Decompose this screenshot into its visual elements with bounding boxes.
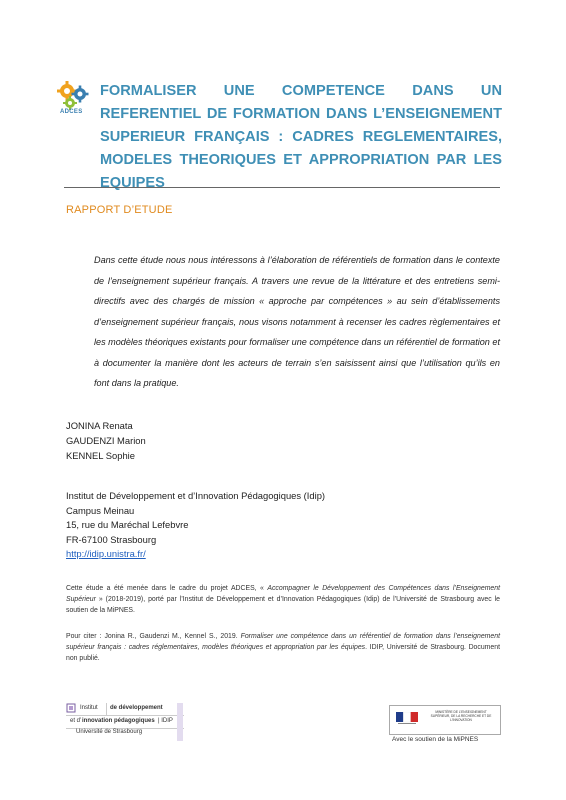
idip-logo [66,703,184,741]
citation-note [66,632,500,664]
author-name: JONINA Renata [66,420,133,431]
note-text: Cette étude a été menée dans le cadre du projet ADCES, « [66,585,268,592]
idip-logo-text: et d’ [70,718,82,724]
support-text: Avec le soutien de la MiPNES [392,736,479,743]
institute-city: FR-67100 Strasbourg [66,533,157,545]
abstract: Dans cette étude nous nous intéressons à l’élaboration de référentiels de formation dans le contexte de l’enseignement supérieur français. A travers une revue de la littérature et des entretiens semi-directifs avec des chargés de mission « approche par compétences » au sein d’établissements d’enseignement supérieur français, nous visons notamment à recenser les cadres règlementaires et les modèles théoriques existants pour formaliser une compétence dans un référentiel de formation et à documenter la manière dont les acteurs de terrain s’en saisissent ainsi que l’utilisation qu’ils en font dans la pratique. [94,255,500,388]
institute-link[interactable]: http://idip.unistra.fr/ [66,548,146,559]
french-flag-icon [396,712,418,726]
note-italic: Formaliser une compétence dans un référentiel de formation dans l’enseignement supérieur français : cadres réglementaires, modèles théoriques et appropriation par les équipes [66,633,500,651]
document-title: FORMALISER UNE COMPETENCE DANS UN REFERENTIEL DE FORMATION DANS L’ENSEIGNEMENT SUPERIEUR FRANÇAIS : CADRES REGLEMENTAIRES, MODELES THEORIQUES ET APPROPRIATION PAR LES EQUIPES [100,83,502,191]
idip-logo-text: de développement [110,705,163,711]
author-name: GAUDENZI Marion [66,435,146,446]
idip-logo-row [66,716,184,729]
adces-logo-text: ADCES [60,109,83,115]
ministry-logo [389,705,501,735]
authors-block [66,418,146,463]
institute-address [66,489,325,562]
report-label: RAPPORT D’ETUDE [66,204,173,216]
institute-campus: Campus Meinau [66,504,135,516]
idip-square-icon [66,703,76,713]
idip-logo-text: | IDIP [158,718,173,724]
note-text: Pour citer : Jonina R., Gaudenzi M., Kennel S., 2019. [66,633,241,640]
institute-name: Institut de Développement et d’Innovation Pédagogiques (Idip) [66,490,326,501]
idip-logo-bar [177,703,183,741]
ministry-text: MINISTÈRE DE L’ENSEIGNEMENT SUPÉRIEUR, DE LA RECHERCHE ET DE L’INNOVATION [430,710,492,722]
note-italic: Accompagner le Développement des Compétences dans l’Enseignement Supérieur [66,585,501,603]
idip-logo-text: innovation pédagogiques [82,718,155,724]
note-text: » (2018-2019), porté par l’Institut de Développement et d’Innovation Pédagogiques (Idip) de l’Université de Strasbourg avec le soutien de la MiPNES. [66,595,500,614]
title-divider [64,187,500,188]
gears-icon [56,78,92,122]
project-note [66,584,500,616]
institute-street: 15, rue du Maréchal Lefebvre [66,519,189,530]
note-text: . IDIP, Université de Strasbourg. Document non publié. [66,643,500,662]
idip-logo-university: Université de Strasbourg [76,729,143,735]
idip-logo-text: Institut [80,705,98,711]
idip-logo-row [66,703,184,716]
author-name: KENNEL Sophie [66,450,135,461]
